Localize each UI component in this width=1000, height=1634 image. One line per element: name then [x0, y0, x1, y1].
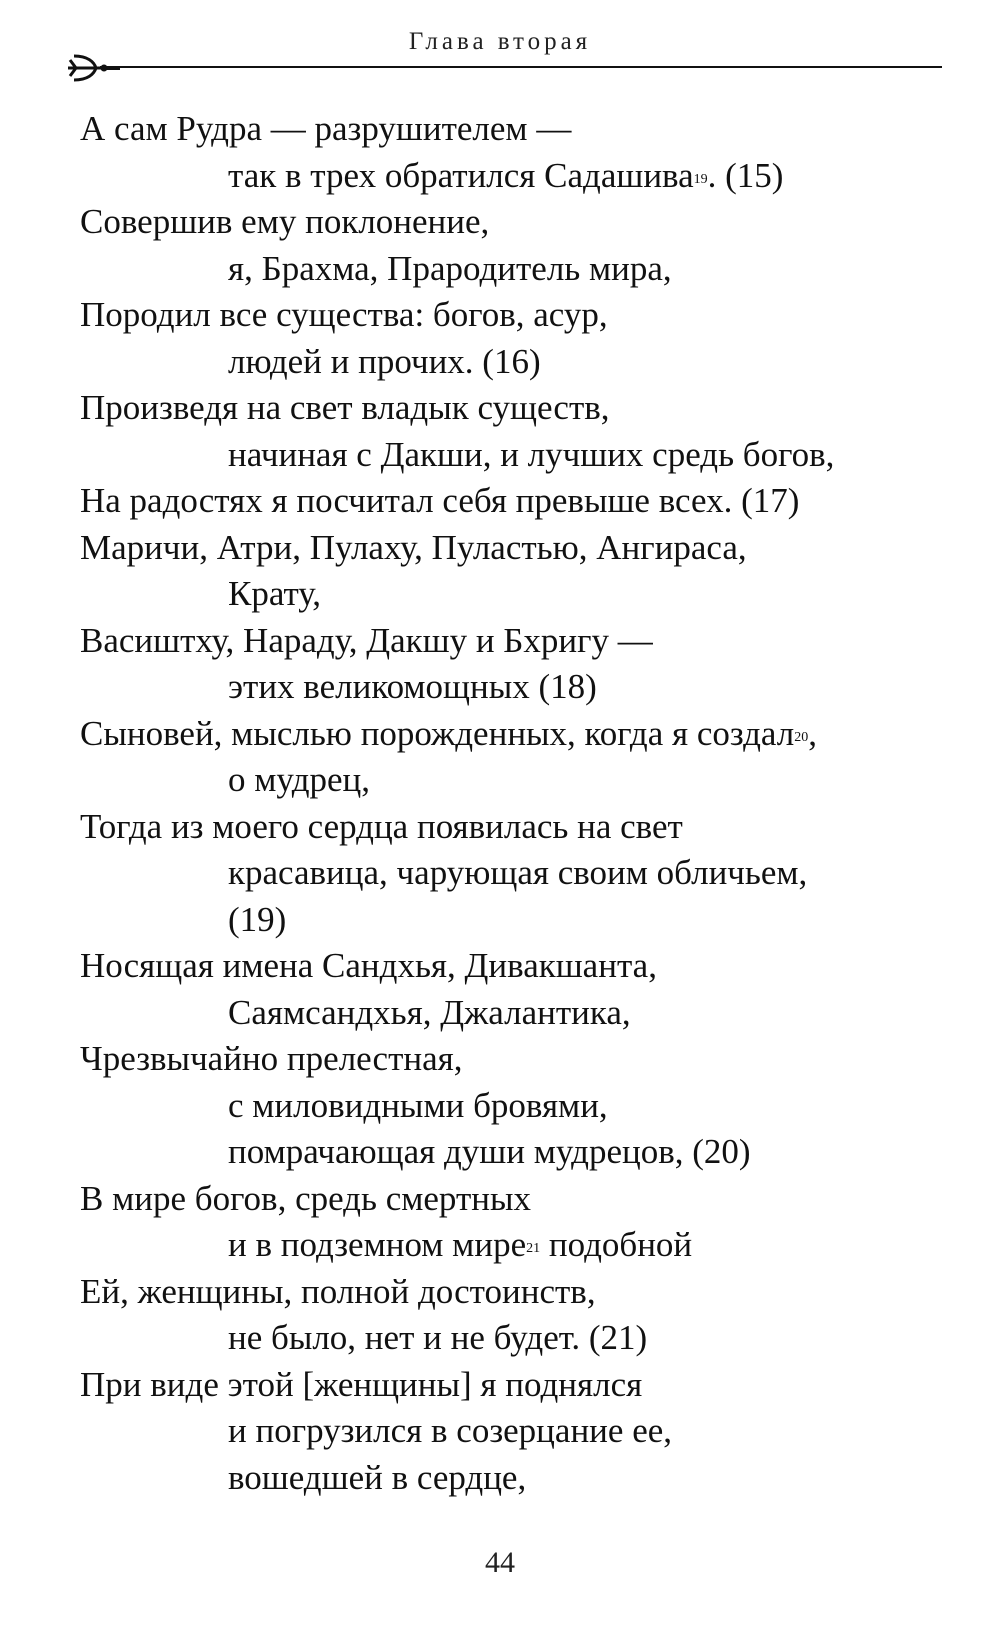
- verse-line-text: с миловидными бровями,: [228, 1085, 608, 1125]
- verse-line-text: этих великомощных (18): [228, 667, 597, 706]
- verse-line: [80, 478, 960, 525]
- verse-line-text: Тогда из моего сердца появилась на свет: [80, 806, 683, 846]
- verse-line: [80, 1315, 960, 1362]
- verse-line: [80, 339, 960, 386]
- verse-line: [80, 1129, 960, 1176]
- verse-line-text: Носящая имена Сандхья, Дивакшанта,: [80, 946, 657, 985]
- verse-line-text: При виде этой [женщины] я поднялся: [80, 1364, 643, 1404]
- verse-line: [80, 711, 960, 758]
- verse-line: [80, 385, 960, 432]
- verse-line: [80, 850, 960, 897]
- verse-line: [80, 990, 960, 1037]
- verse-line: [80, 618, 960, 665]
- verse-line: [80, 943, 960, 990]
- verse-line-text: Породил все существа: богов, асур,: [80, 295, 608, 334]
- verse-line: [80, 199, 960, 246]
- verse-line: [80, 804, 960, 851]
- running-head: Глава вторая: [408, 28, 592, 55]
- page-number: 44: [485, 1546, 515, 1579]
- verse-line: [80, 525, 960, 572]
- verse-line-text: Саямсандхья, Джалантика,: [228, 992, 631, 1032]
- verse-line-text: Маричи, Атри, Пулаху, Пуластью, Ангираса,: [80, 527, 747, 567]
- verse-line: [80, 757, 960, 804]
- verse-line-text: Чрезвычайно прелестная,: [80, 1039, 463, 1078]
- verse-line: [80, 1408, 960, 1455]
- verse-line-text: Сыновей, мыслью порожденных, когда я создал: [80, 713, 795, 753]
- verse-line: [80, 106, 960, 153]
- verse-line-text: начиная с Дакши, и лучших средь богов,: [228, 434, 835, 474]
- verse-line: [80, 1036, 960, 1083]
- verse-line-text: Васиштху, Нараду, Дакшу и Бхригу —: [80, 620, 653, 660]
- verse-line-tail: . (15): [707, 155, 784, 195]
- verse-line: [80, 1222, 960, 1269]
- verse-line-text: помрачающая души мудрецов, (20): [228, 1132, 751, 1171]
- verse-text: [80, 106, 960, 1501]
- verse-line: [80, 153, 960, 200]
- footnote-marker: 19: [693, 171, 708, 187]
- verse-line-tail: ,: [808, 713, 817, 753]
- verse-line-text: В мире богов, средь смертных: [80, 1178, 532, 1218]
- verse-line-text: о мудрец,: [228, 760, 371, 799]
- verse-line-text: я, Брахма, Прародитель мира,: [228, 248, 672, 288]
- verse-line: [80, 1455, 960, 1502]
- verse-line-text: Совершив ему поклонение,: [80, 202, 490, 241]
- verse-line: [80, 246, 960, 293]
- verse-line: [80, 1176, 960, 1223]
- verse-line-text: (19): [228, 899, 287, 939]
- verse-line-text: так в трех обратился Садашива: [228, 155, 694, 195]
- verse-line-text: и в подземном мире: [228, 1225, 527, 1264]
- verse-line-text: Крату,: [228, 574, 322, 613]
- verse-line: [80, 1083, 960, 1130]
- verse-line: [80, 292, 960, 339]
- verse-line-text: Произведя на свет владык существ,: [80, 388, 610, 427]
- verse-line-text: На радостях я посчитал себя превыше всех. (17): [80, 481, 800, 520]
- footnote-marker: 21: [526, 1241, 541, 1256]
- header-rule: [100, 66, 942, 68]
- verse-line: [80, 1269, 960, 1316]
- verse-line-text: не было, нет и не будет. (21): [228, 1318, 648, 1357]
- verse-line: [80, 1362, 960, 1409]
- verse-line-tail: подобной: [540, 1225, 693, 1264]
- verse-line-text: Ей, женщины, полной достоинств,: [80, 1271, 596, 1311]
- verse-line: [80, 571, 960, 618]
- verse-line: [80, 432, 960, 479]
- verse-line: [80, 897, 960, 944]
- verse-line-text: вошедшей в сердце,: [228, 1457, 527, 1497]
- verse-line-text: А сам Рудра — разрушителем —: [80, 109, 572, 148]
- footnote-marker: 20: [794, 729, 809, 745]
- verse-line-text: людей и прочих. (16): [228, 341, 541, 381]
- verse-line-text: красавица, чарующая своим обличьем,: [228, 853, 808, 892]
- verse-line: [80, 664, 960, 711]
- verse-line-text: и погрузился в созерцание ее,: [228, 1411, 673, 1450]
